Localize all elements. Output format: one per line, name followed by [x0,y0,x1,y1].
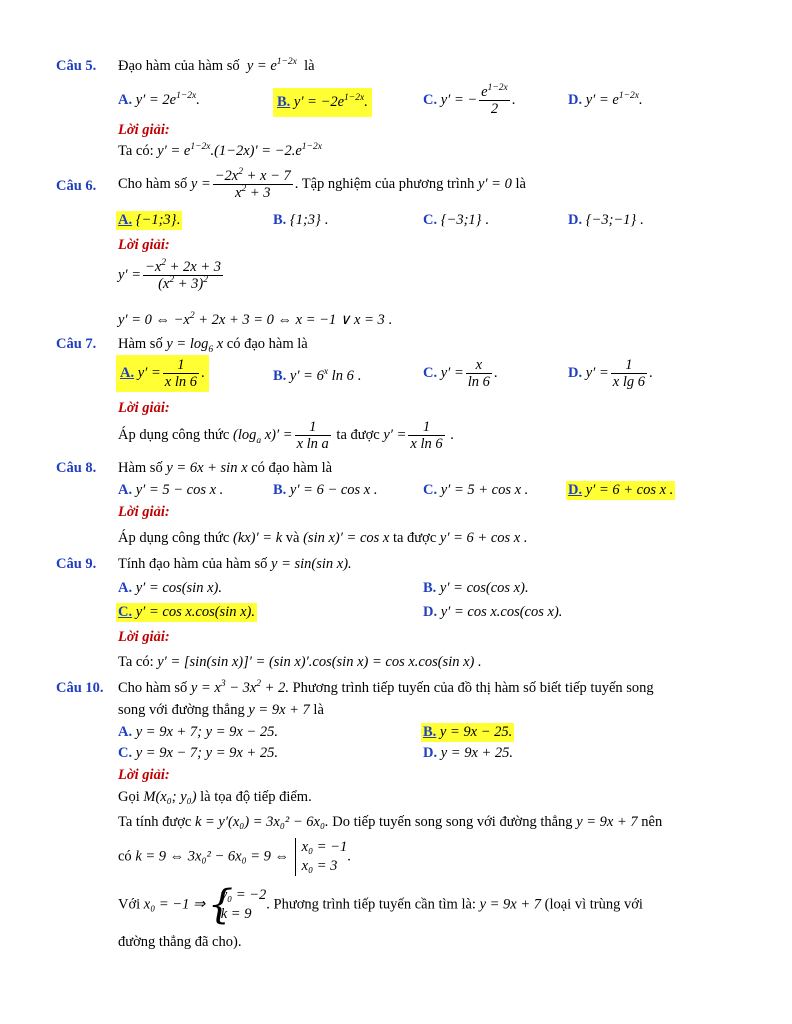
q6-question: Cho hàm số y = $\frac{-2x^2 + x - 7}{x^2 + 3}$ . Tập nghiệm của phương trình y′ = 0 là [118,167,526,201]
q6-solution-roots: y′ = 0 ⇔ $-x^2 + 2x + 3 = 0$ ⇔ x = −1 ∨ x = 3 . [118,311,393,328]
q8-solution: Áp dụng công thức (kx)′ = k và (sin x)′ = cos x ta được y′ = 6 + cos x . [118,530,528,546]
q10-system-brace: { y₀ = −2 k = 9 [209,886,267,924]
q10-question-line1: Cho hàm số $y = x^3 - 3x^2 + 2$. Phương trình tiếp tuyến của đồ thị hàm số biết tiếp tuyến song [118,679,654,696]
q9-question: Tính đạo hàm của hàm số y = sin(sin x). [118,556,352,572]
q6-solution-title: Lời giải: [118,237,170,253]
q7-option-b[interactable]: B. $y' = 6^x$ ln 6 . [273,367,362,384]
q7-option-d[interactable]: D. y′ = $\frac{1}{\text{x lg 6}}$ . [568,357,653,390]
q6-formula: $\frac{-2x^2 + x - 7}{x^2 + 3}$ [214,167,291,201]
q5-option-b[interactable]: B. $y' = -2e^{1-2x}$. [273,88,372,117]
q5-solution-title: Lời giải: [118,122,170,138]
q7-solution-title: Lời giải: [118,400,170,416]
q8-label: Câu 8. [56,460,97,476]
q10-option-b[interactable]: B. y = 9x − 25. [423,724,513,740]
q10-solution-line4: Với x₀ = −1 ⇒ { y₀ = −2 k = 9 . Phương trình tiếp tuyến cần tìm là: y = 9x + 7 (loại vì trùng với [118,886,643,924]
q10-label: Câu 10. [56,680,104,696]
q9-option-d[interactable]: D. y′ = cos x.cos(cos x). [423,604,563,620]
q9-solution-title: Lời giải: [118,629,170,645]
q5-option-a[interactable]: A. $y' = 2e^{1-2x}$. [118,91,200,108]
q6-label: Câu 6. [56,178,97,194]
q7-option-a[interactable]: A. y′ = $\frac{1}{\text{x ln 6}}$ . [116,355,209,392]
q8-option-a[interactable]: A. y′ = 5 − cos x . [118,482,224,498]
q7-solution: Áp dụng công thức ($\log_a$ x)′ = $\frac{1}{\text{x ln a}}$ ta được y′ = $\frac{1}{\text{x ln 6}}$ . [118,419,454,452]
q10-solution-line3: có k = 9 ⇔ 3x₀² − 6x₀ = 9 ⇔ x₀ = −1 x₀ = 3 . [118,839,351,874]
q7-label: Câu 7. [56,336,97,352]
q6-option-a[interactable]: A. {−1;3}. [118,212,181,228]
q10-option-a[interactable]: A. y = 9x + 7; y = 9x − 25. [118,724,278,740]
q6-solution-derivative: y′ = $\frac{-x^2 + 2x + 3}{(x^2 + 3)^2}$ [118,258,222,292]
q8-option-d[interactable]: D. y′ = 6 + cos x . [568,482,674,498]
q5-label: Câu 5. [56,58,97,74]
q9-option-a[interactable]: A. y′ = cos(sin x). [118,580,222,596]
q8-solution-title: Lời giải: [118,504,170,520]
q9-option-c[interactable]: C. y′ = cos x.cos(sin x). [118,604,255,620]
q5-question: Đạo hàm của hàm số $y = e^{1-2x}$ là [118,57,315,74]
q6-option-d[interactable]: D. {−3;−1} . [568,212,644,228]
q10-option-c[interactable]: C. y = 9x − 7; y = 9x + 25. [118,745,278,761]
q10-solution-title: Lời giải: [118,767,170,783]
q10-solution-line5: đường thẳng đã cho). [118,934,242,950]
q6-option-c[interactable]: C. {−3;1} . [423,212,489,228]
q7-option-c[interactable]: C. y′ = $\frac{x}{\ln 6}$ . [423,357,498,390]
q8-option-c[interactable]: C. y′ = 5 + cos x . [423,482,529,498]
q9-solution: Ta có: y′ = [sin(sin x)]′ = (sin x)′.cos(sin x) = cos x.cos(sin x) . [118,654,482,670]
q10-option-d[interactable]: D. y = 9x + 25. [423,745,514,761]
q8-option-b[interactable]: B. y′ = 6 − cos x . [273,482,378,498]
q6-option-b[interactable]: B. {1;3} . [273,212,329,228]
q9-label: Câu 9. [56,556,97,572]
q7-question: Hàm số $y = \log_6 x$ có đạo hàm là [118,336,308,355]
q10-solution-line1: Gọi M(x₀; y₀) là tọa độ tiếp điểm. [118,789,312,805]
q10-solution-line2: Ta tính được k = y′(x₀) = 3x₀² − 6x₀. Do tiếp tuyến song song với đường thẳng y = 9x + 7 nên [118,814,663,830]
q8-question: Hàm số y = 6x + sin x có đạo hàm là [118,460,333,476]
q10-question-line2: song với đường thẳng y = 9x + 7 là [118,702,324,718]
q5-formula: $y = e^{1-2x}$ [246,57,297,74]
q10-roots-bracket: x₀ = −1 x₀ = 3 [295,838,348,876]
q5-option-c[interactable]: C. y′ = − $\frac{e^{1-2x}}{2}$ . [423,83,516,117]
q9-option-b[interactable]: B. y′ = cos(cos x). [423,580,529,596]
q5-option-d[interactable]: D. $y' = e^{1-2x}$. [568,91,643,108]
q5-solution: Ta có: $y' = e^{1-2x}.(1-2x)' = -2.e^{1-2x}$ [118,142,322,159]
